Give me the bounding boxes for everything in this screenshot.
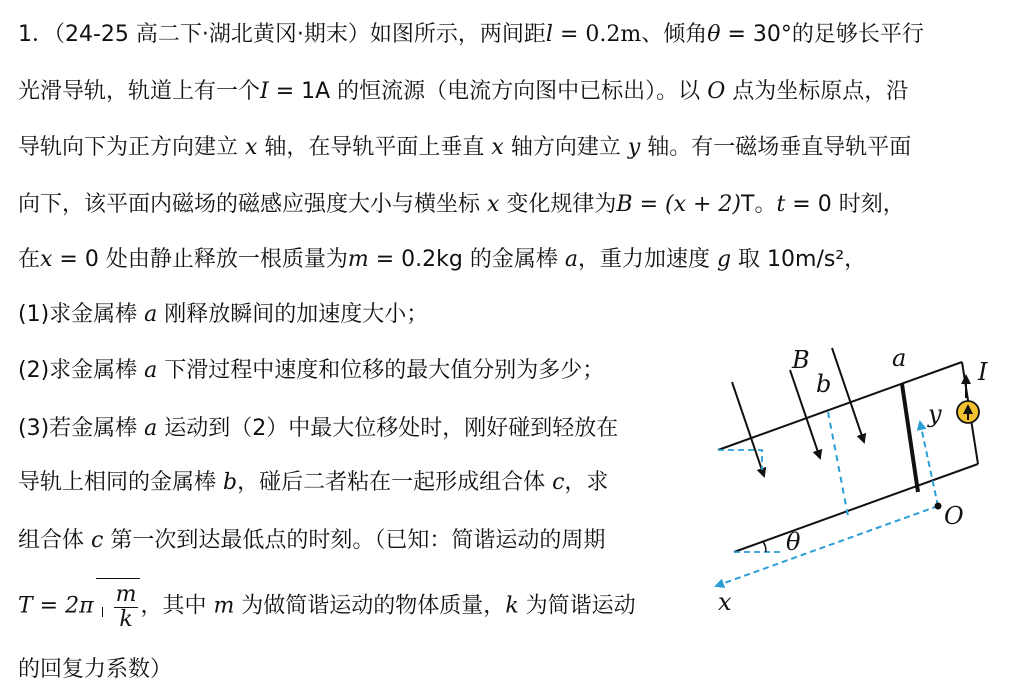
- sqrt-sign: [96, 578, 141, 635]
- question-3-line-2: 导轨上相同的金属棒 b，碰后二者粘在一起形成组合体 c，求: [18, 470, 609, 495]
- question-3: (3)若金属棒 a 运动到（2）中最大位移处时，刚好碰到轻放在: [18, 416, 619, 441]
- period-formula: T = 2π: [18, 593, 94, 619]
- rod-a: [902, 384, 918, 492]
- rod-b: [828, 412, 848, 516]
- question-3-line-5: 的回复力系数）: [18, 657, 173, 682]
- label-x-axis: x: [718, 588, 732, 616]
- line-1: 1．（24-25 高二下·湖北黄冈·期末）如图所示，两间距l = 0.2m、倾角θ = 30°的足够长平行: [18, 22, 924, 47]
- label-rod-b: b: [816, 370, 832, 398]
- question-3-line-3: 组合体 c 第一次到达最低点的时刻。（已知：简谐运动的周期: [18, 528, 606, 553]
- label-y-axis: y: [928, 400, 942, 428]
- rail-diagram: [700, 340, 1020, 630]
- label-theta: θ: [786, 528, 801, 556]
- line-4: 向下，该平面内磁场的磁感应强度大小与横坐标 x 变化规律为B = (x + 2)T。t = 0 时刻，: [18, 192, 905, 217]
- upper-rail: [718, 362, 962, 450]
- label-rod-a: a: [892, 344, 907, 372]
- label-current: I: [978, 358, 988, 386]
- b-field-arrow: [732, 382, 764, 476]
- label-origin: O: [944, 502, 964, 530]
- question-2: (2)求金属棒 a 下滑过程中速度和位移的最大值分别为多少；: [18, 358, 605, 383]
- line-3: 导轨向下为正方向建立 x 轴，在导轨平面上垂直 x 轴方向建立 y 轴。有一磁场垂直导轨平面: [18, 135, 912, 160]
- y-axis: [920, 422, 938, 506]
- line-5: 在x = 0 处由静止释放一根质量为m = 0.2kg 的金属棒 a，重力加速度 g 取 10m/s²，: [18, 247, 867, 272]
- origin-point: [935, 503, 942, 510]
- label-b-field: B: [792, 346, 810, 374]
- line-2: 光滑导轨，轨道上有一个I = 1A 的恒流源（电流方向图中已标出）。以 O 点为坐标原点，沿: [18, 79, 909, 104]
- b-field-arrow: [832, 348, 864, 442]
- lower-rail: [734, 464, 978, 552]
- question-3-line-4: T = 2π $\frac{m}{k}$ ，其中 m 为做简谐运动的物体质量，k 为简谐运动: [18, 578, 636, 635]
- question-1: (1)求金属棒 a 刚释放瞬间的加速度大小；: [18, 302, 429, 327]
- fraction: $\frac{m}{k}$: [115, 581, 137, 632]
